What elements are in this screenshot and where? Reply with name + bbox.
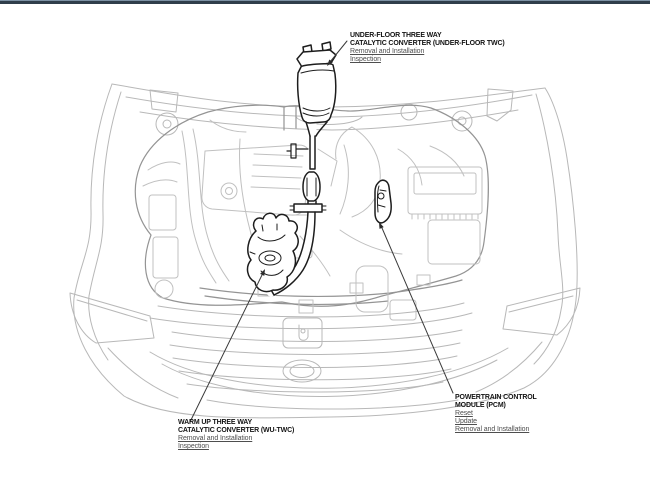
link-removal-and-installation[interactable]: Removal and Installation <box>178 435 253 442</box>
link-reset[interactable]: Reset <box>455 410 473 417</box>
callout-heading: POWERTRAIN CONTROL <box>455 394 537 401</box>
callout-heading: MODULE (PCM) <box>455 402 506 409</box>
callout-heading: WARM UP THREE WAY <box>178 419 253 426</box>
leader-wu-twc <box>190 275 262 422</box>
callout-under-floor-twc <box>350 32 505 64</box>
link-removal-and-installation[interactable]: Removal and Installation <box>455 426 530 433</box>
link-removal-and-installation[interactable]: Removal and Installation <box>350 48 425 55</box>
callout-pcm <box>455 394 537 434</box>
leader-pcm <box>382 228 453 393</box>
part-pcm[interactable] <box>375 180 391 223</box>
callout-heading: UNDER-FLOOR THREE WAY <box>350 32 442 39</box>
callout-heading: CATALYTIC CONVERTER (WU-TWC) <box>178 427 295 434</box>
callout-wu-twc <box>178 419 294 451</box>
link-update[interactable]: Update <box>455 418 477 425</box>
link-inspection[interactable]: Inspection <box>178 443 209 450</box>
callout-heading: CATALYTIC CONVERTER (UNDER-FLOOR TWC) <box>350 40 505 47</box>
link-inspection[interactable]: Inspection <box>350 56 381 63</box>
